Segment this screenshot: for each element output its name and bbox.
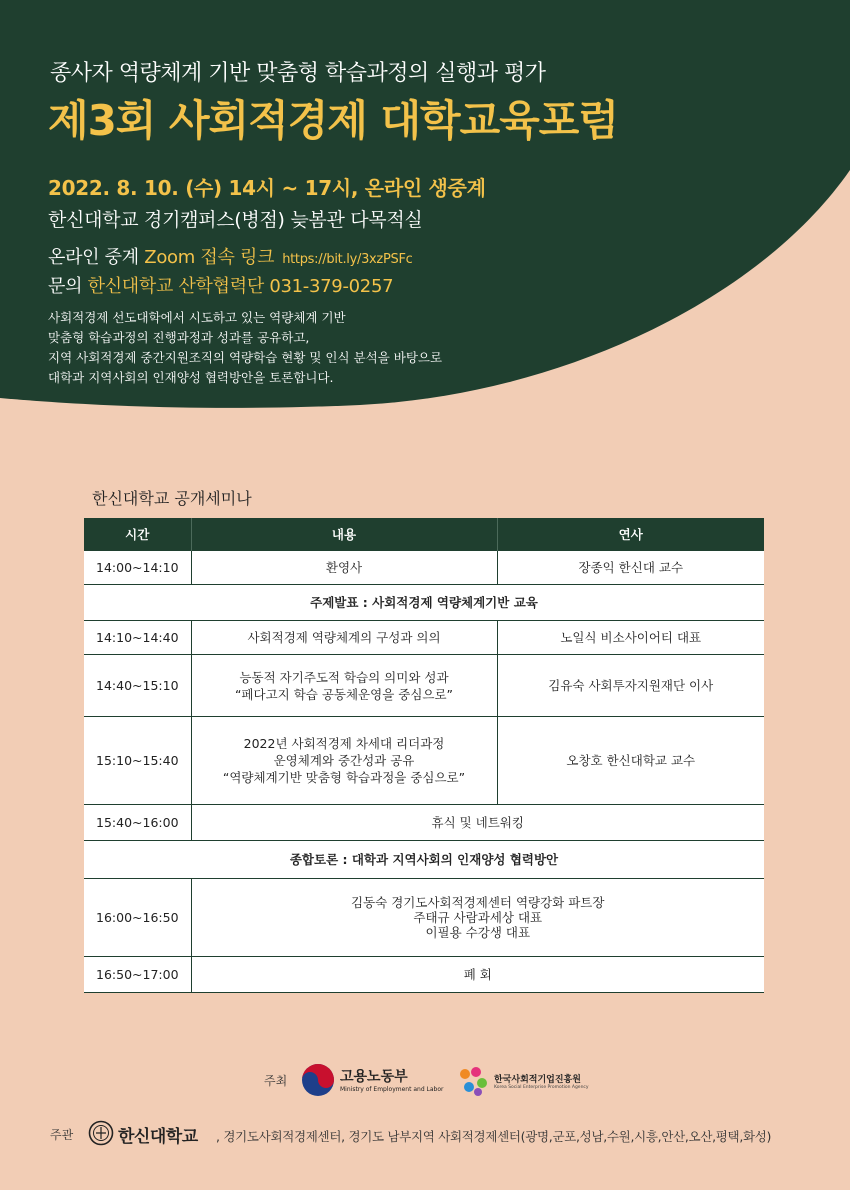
content-line: 이필용 수강생 대표 bbox=[425, 925, 531, 940]
table-header-row bbox=[84, 518, 764, 551]
section-row bbox=[84, 841, 764, 879]
table-row bbox=[84, 879, 764, 957]
zoom-info bbox=[48, 243, 412, 269]
time-cell: 15:40~16:00 bbox=[84, 805, 191, 841]
content-line: 운영체계와 중간성과 공유 bbox=[273, 753, 415, 768]
table-row bbox=[84, 717, 764, 805]
table-row bbox=[84, 957, 764, 993]
content-line: 휴식 및 네트워킹 bbox=[431, 815, 524, 830]
merged-cell bbox=[191, 805, 764, 841]
contact-info bbox=[48, 272, 393, 298]
content-line: 주태규 사람과세상 대표 bbox=[413, 910, 543, 925]
zoom-prefix: 온라인 중계 bbox=[48, 247, 145, 268]
time-cell: 14:40~15:10 bbox=[84, 655, 191, 717]
hanshin-university-name: 한신대학교 bbox=[118, 1127, 198, 1147]
column-header-speaker: 연사 bbox=[497, 518, 764, 551]
contact-detail: 한신대학교 산학협력단 031-379-0257 bbox=[87, 276, 394, 297]
kosea-name: 한국사회적기업진흥원 bbox=[494, 1075, 581, 1085]
time-cell: 14:10~14:40 bbox=[84, 621, 191, 655]
content-line: 환영사 bbox=[325, 560, 363, 575]
content-cell bbox=[191, 655, 497, 717]
section-row bbox=[84, 585, 764, 621]
table-row bbox=[84, 551, 764, 585]
host-label: 주최 bbox=[264, 1074, 288, 1088]
content-line: “역량체계기반 맞춤형 학습과정을 중심으로” bbox=[222, 770, 466, 785]
section-title: 주제발표 : 사회적경제 역량체계기반 교육 bbox=[84, 585, 764, 621]
speaker-cell: 김유숙 사회투자지원재단 이사 bbox=[497, 655, 764, 717]
description-line: 대학과 지역사회의 인재양성 협력방안을 토론합니다. bbox=[48, 370, 334, 385]
event-description bbox=[48, 308, 442, 388]
content-cell bbox=[191, 717, 497, 805]
content-line: 2022년 사회적경제 차세대 리더과정 bbox=[243, 736, 445, 751]
contact-prefix: 문의 bbox=[48, 276, 88, 297]
merged-cell bbox=[191, 879, 764, 957]
hanshin-seal-icon bbox=[88, 1120, 114, 1146]
time-cell: 16:00~16:50 bbox=[84, 879, 191, 957]
content-cell bbox=[191, 551, 497, 585]
content-line: “페다고지 학습 공동체운영을 중심으로” bbox=[234, 686, 454, 702]
content-cell bbox=[191, 621, 497, 655]
column-header-time: 시간 bbox=[84, 518, 191, 551]
organizer-label: 주관 bbox=[50, 1128, 74, 1142]
description-line: 사회적경제 선도대학에서 시도하고 있는 역량체계 기반 bbox=[48, 310, 346, 325]
event-date: 2022. 8. 10. (수) 14시 ~ 17시, 온라인 생중계 bbox=[48, 176, 486, 200]
event-venue: 한신대학교 경기캠퍼스(병점) 늦봄관 다목적실 bbox=[48, 209, 423, 231]
table-row bbox=[84, 621, 764, 655]
speaker-cell: 노일식 비소사이어티 대표 bbox=[497, 621, 764, 655]
organizers-list: , 경기도사회적경제센터, 경기도 남부지역 사회적경제센터(광명,군포,성남,수원,시흥,안산,오산,평택,화성) bbox=[216, 1129, 772, 1144]
column-header-content: 내용 bbox=[191, 518, 497, 551]
content-line: 능동적 자기주도적 학습의 의미와 성과 bbox=[239, 669, 449, 685]
table-row bbox=[84, 655, 764, 717]
moel-name: 고용노동부 bbox=[340, 1069, 408, 1085]
time-cell: 14:00~14:10 bbox=[84, 551, 191, 585]
time-cell: 16:50~17:00 bbox=[84, 957, 191, 993]
moel-english-name: Ministry of Employment and Labor bbox=[340, 1086, 444, 1093]
kosea-english-name: Korea Social Enterprise Promotion Agency bbox=[494, 1085, 589, 1090]
content-line: 김동숙 경기도사회적경제센터 역량강화 파트장 bbox=[351, 895, 605, 910]
zoom-url-link[interactable]: https://bit.ly/3xzPSFc bbox=[282, 252, 413, 267]
schedule-table bbox=[84, 518, 764, 993]
table-row bbox=[84, 805, 764, 841]
description-line: 맞춤형 학습과정의 진행과정과 성과를 공유하고, bbox=[48, 330, 310, 345]
speaker-cell: 오창호 한신대학교 교수 bbox=[497, 717, 764, 805]
content-line: 사회적경제 역량체계의 구성과 의의 bbox=[247, 630, 441, 645]
kosea-logo-icon bbox=[456, 1064, 490, 1098]
description-line: 지역 사회적경제 중간지원조직의 역량학습 현황 및 인식 분석을 바탕으로 bbox=[48, 350, 443, 365]
forum-title: 제3회 사회적경제 대학교육포럼 bbox=[48, 96, 618, 145]
forum-subtitle: 종사자 역량체계 기반 맞춤형 학습과정의 실행과 평가 bbox=[50, 61, 546, 86]
schedule-title: 한신대학교 공개세미나 bbox=[92, 489, 252, 508]
speaker-cell: 장종익 한신대 교수 bbox=[497, 551, 764, 585]
merged-cell bbox=[191, 957, 764, 993]
section-title: 종합토론 : 대학과 지역사회의 인재양성 협력방안 bbox=[84, 841, 764, 879]
taegeuk-logo-icon bbox=[300, 1062, 336, 1098]
zoom-link-label: Zoom 접속 링크 bbox=[144, 247, 275, 268]
content-line: 폐 회 bbox=[463, 967, 492, 982]
time-cell: 15:10~15:40 bbox=[84, 717, 191, 805]
